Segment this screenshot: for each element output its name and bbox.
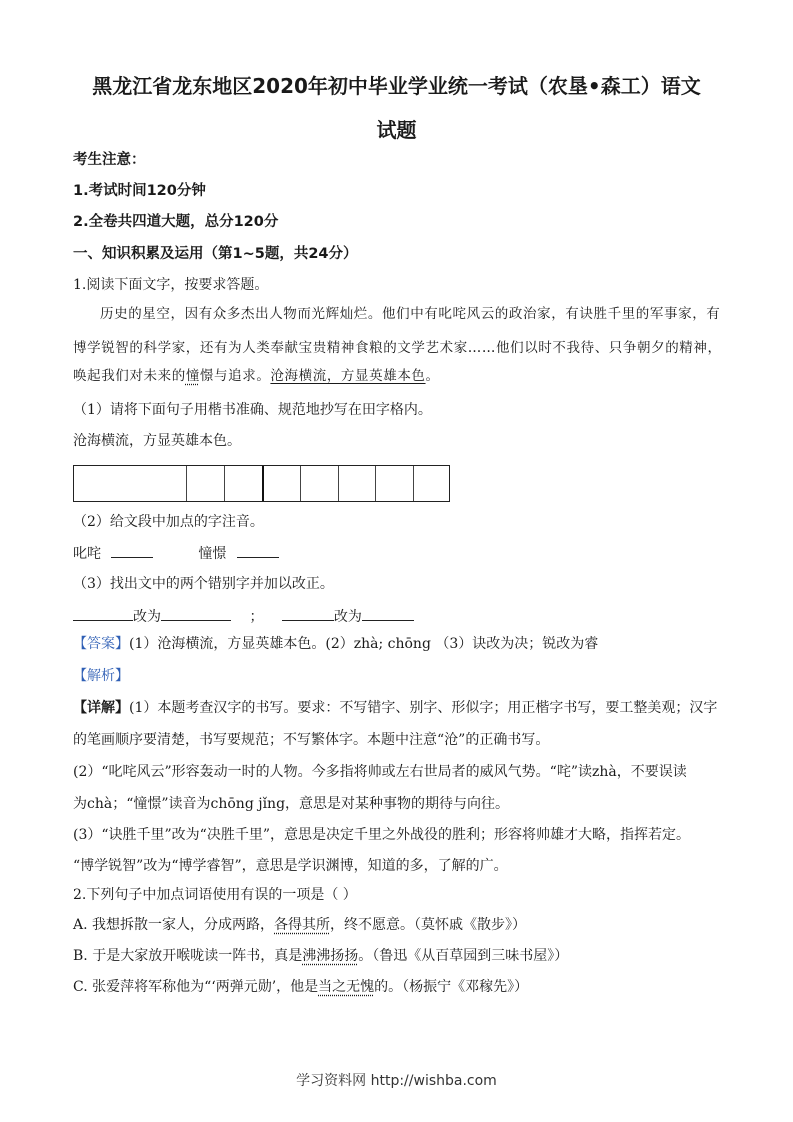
change-to-label: 改为 xyxy=(333,609,362,625)
pinyin-blanks xyxy=(73,543,753,564)
detail-line xyxy=(73,698,753,718)
answer-blank[interactable] xyxy=(73,606,133,621)
answer-blank[interactable] xyxy=(111,543,153,558)
copy-sentence: 沧海横流，方显英雄本色。 xyxy=(73,433,241,449)
word-chizha: 叱咤 xyxy=(73,546,101,562)
grid-divider xyxy=(186,466,187,501)
correction-blanks xyxy=(73,606,753,627)
answer-blank[interactable] xyxy=(282,606,334,621)
option-text: ，终不愿意。（莫怀戚《散步》） xyxy=(330,917,527,933)
detail-line: 为chà；“憧憬”读音为chōng jǐng，意思是对某种事物的期待与向往。 xyxy=(73,796,510,812)
passage-text: 。 xyxy=(425,368,440,384)
option-b[interactable] xyxy=(73,946,753,966)
dotted-character: 憧 xyxy=(185,368,200,384)
question-1-stem: 1.阅读下面文字，按要求答题。 xyxy=(73,277,269,293)
detail-line: (3）“诀胜千里”改为“决胜千里”，意思是决定千里之外战役的胜利；形容将帅雄才大略，指挥若定。 xyxy=(73,827,690,843)
option-a[interactable] xyxy=(73,915,753,935)
subquestion-3: （3）找出文中的两个错别字并加以改正。 xyxy=(73,576,334,592)
answer-text: (1）沧海横流，方显英雄本色。(2）zhà; chōng （3）诀改为决；锐改为睿 xyxy=(129,636,599,652)
grid-divider xyxy=(413,466,414,501)
grid-divider xyxy=(375,466,376,501)
answer-line xyxy=(73,634,753,654)
detail-line: (2）“叱咤风云”形容轰动一时的人物。今多指将帅或左右世局者的威风气势。“咤”读zhà，不要误读 xyxy=(73,764,687,780)
option-text: A. 我想拆散一家人，分成两路， xyxy=(73,917,275,933)
option-text: 。（鲁迅《从百草园到三味书屋》） xyxy=(358,948,569,964)
exam-title-continued: 试题 xyxy=(376,118,417,142)
detail-tag: 【详解】 xyxy=(73,700,129,716)
detail-line: “博学锐智”改为“博学睿智”，意思是学识渊博，知道的多，了解的广。 xyxy=(73,858,508,874)
grid-divider xyxy=(338,466,339,501)
question-2-stem: 2.下列句子中加点词语使用有误的一项是（ ） xyxy=(73,887,357,903)
dotted-phrase: 各得其所 xyxy=(274,917,331,933)
dotted-phrase: 沸沸扬扬 xyxy=(302,948,359,964)
writing-grid[interactable] xyxy=(73,465,450,502)
separator: ； xyxy=(249,609,264,625)
answer-tag: 【答案】 xyxy=(73,636,129,652)
grid-divider xyxy=(300,466,301,501)
notice-item-score: 2.全卷共四道大题，总分120分 xyxy=(73,214,279,230)
answer-blank[interactable] xyxy=(161,606,231,621)
passage-line: 历史的星空，因有众多杰出人物而光辉灿烂。他们中有叱咤风云的政治家，有诀胜千里的军事家，有 xyxy=(100,306,721,322)
exam-title: 黑龙江省龙东地区2020年初中毕业学业统一考试（农垦•森工）语文 xyxy=(92,74,701,98)
passage-line: 博学锐智的科学家，还有为人类奉献宝贵精神食粮的文学艺术家……他们以时不我待、只争朝夕的精神， xyxy=(73,340,722,356)
section-heading: 一、知识积累及运用（第1~5题，共24分） xyxy=(73,246,358,262)
detail-text: (1）本题考查汉字的书写。要求：不写错字、别字、形似字；用正楷字书写，要工整美观；汉字 xyxy=(129,700,718,716)
option-text: B. 于是大家放开喉咙读一阵书，真是 xyxy=(73,948,303,964)
notice-heading: 考生注意： xyxy=(73,152,146,168)
subquestion-1: （1）请将下面句子用楷书准确、规范地抄写在田字格内。 xyxy=(73,402,432,418)
dotted-phrase: 当之无愧 xyxy=(318,979,375,995)
subquestion-2: （2）给文段中加点的字注音。 xyxy=(73,514,264,530)
detail-line: 的笔画顺序要清楚，书写要规范；不写繁体字。本题中注意“沧”的正确书写。 xyxy=(73,732,550,748)
change-to-label: 改为 xyxy=(133,609,161,625)
grid-divider xyxy=(262,466,264,501)
word-chongjing: 憧憬 xyxy=(198,546,227,562)
underlined-sentence: 沧海横流，方显英雄本色 xyxy=(270,368,426,384)
passage-text: 憬与追求。 xyxy=(199,368,271,384)
option-c[interactable] xyxy=(73,977,753,997)
passage-text: 唤起我们对未来的 xyxy=(73,368,186,384)
answer-blank[interactable] xyxy=(237,543,279,558)
footer-watermark: 学习资料网 http://wishba.com xyxy=(296,1073,497,1089)
option-text: C. 张爱萍将军称他为“‘两弹元勋’，他是 xyxy=(73,979,319,995)
notice-item-time: 1.考试时间120分钟 xyxy=(73,183,206,199)
grid-divider xyxy=(224,466,225,501)
answer-blank[interactable] xyxy=(362,606,414,621)
option-text: 的。（杨振宁《邓稼先》） xyxy=(374,979,529,995)
passage-line xyxy=(73,366,753,386)
analysis-tag: 【解析】 xyxy=(73,668,129,684)
